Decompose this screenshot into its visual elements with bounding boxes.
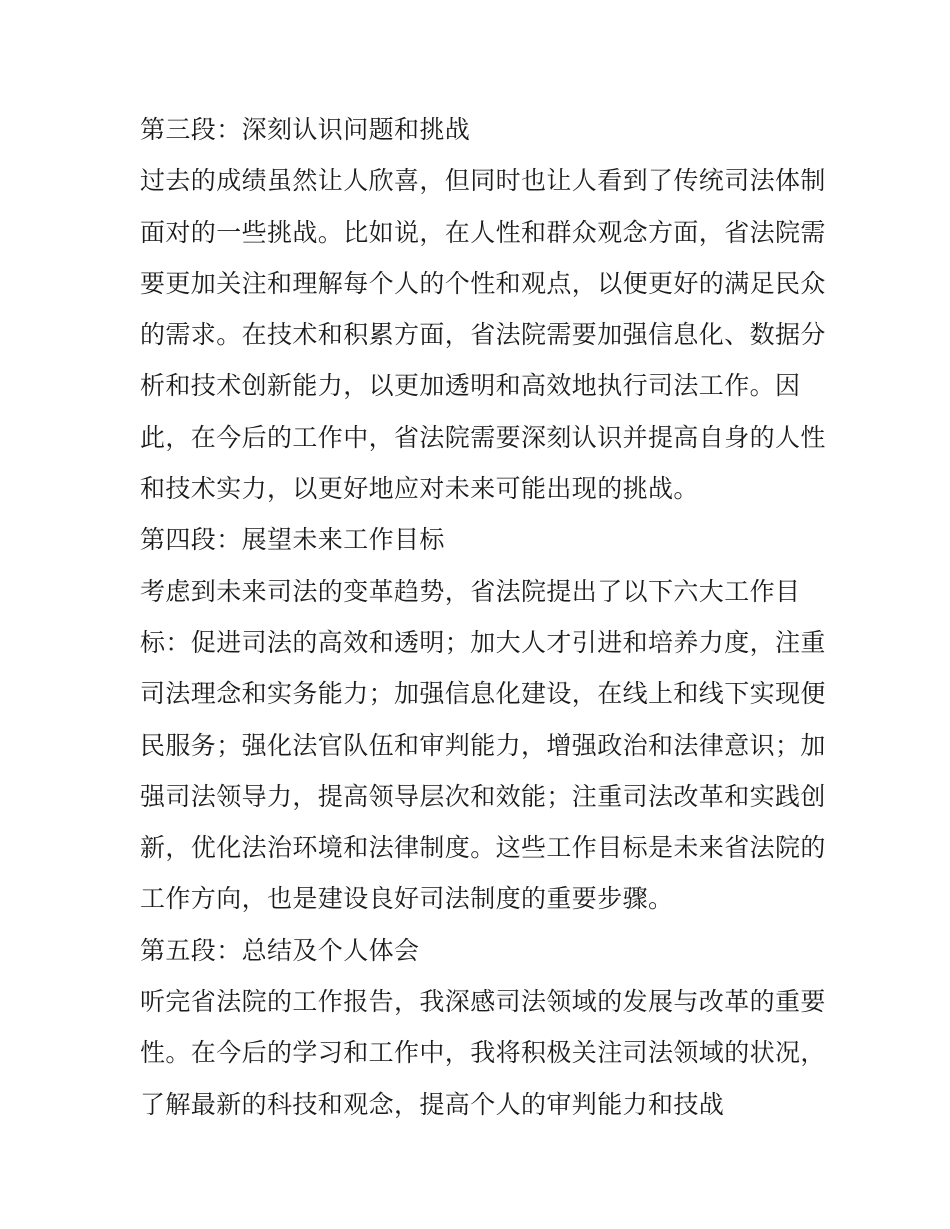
paragraph-line: 性。在今后的学习和工作中，我将积极关注司法领域的状况， [140,1038,826,1068]
section-heading: 第五段：总结及个人体会 [140,935,420,965]
paragraph-line: 民服务；强化法官队伍和审判能力，增强政治和法律意识；加 [140,730,826,760]
paragraph-line: 考虑到未来司法的变革趋势，省法院提出了以下六大工作目 [140,576,801,606]
paragraph-line: 析和技术创新能力，以更加透明和高效地执行司法工作。因 [140,371,801,401]
section-heading: 第四段：展望未来工作目标 [140,525,445,555]
paragraph-line: 和技术实力，以更好地应对未来可能出现的挑战。 [140,474,699,504]
paragraph-line: 面对的一些挑战。比如说，在人性和群众观念方面，省法院需 [140,217,826,247]
paragraph-line: 此，在今后的工作中，省法院需要深刻认识并提高自身的人性 [140,422,826,452]
document-body [140,104,826,1130]
paragraph-line: 的需求。在技术和积累方面，省法院需要加强信息化、数据分 [140,320,826,350]
paragraph-line: 要更加关注和理解每个人的个性和观点，以便更好的满足民众 [140,268,826,298]
section-heading: 第三段：深刻认识问题和挑战 [140,115,471,144]
paragraph-line: 了解最新的科技和观念，提高个人的审判能力和技战 [140,1089,725,1119]
paragraph-line: 标：促进司法的高效和透明；加大人才引进和培养力度，注重 [140,627,826,657]
paragraph-line: 强司法领导力，提高领导层次和效能；注重司法改革和实践创 [140,781,826,811]
paragraph-line: 过去的成绩虽然让人欣喜，但同时也让人看到了传统司法体制 [140,166,826,196]
paragraph-line: 工作方向，也是建设良好司法制度的重要步骤。 [140,884,674,914]
paragraph-line: 司法理念和实务能力；加强信息化建设，在线上和线下实现便 [140,679,826,709]
paragraph-line: 听完省法院的工作报告，我深感司法领域的发展与改革的重要 [140,987,826,1017]
paragraph-line: 新，优化法治环境和法律制度。这些工作目标是未来省法院的 [140,833,826,863]
